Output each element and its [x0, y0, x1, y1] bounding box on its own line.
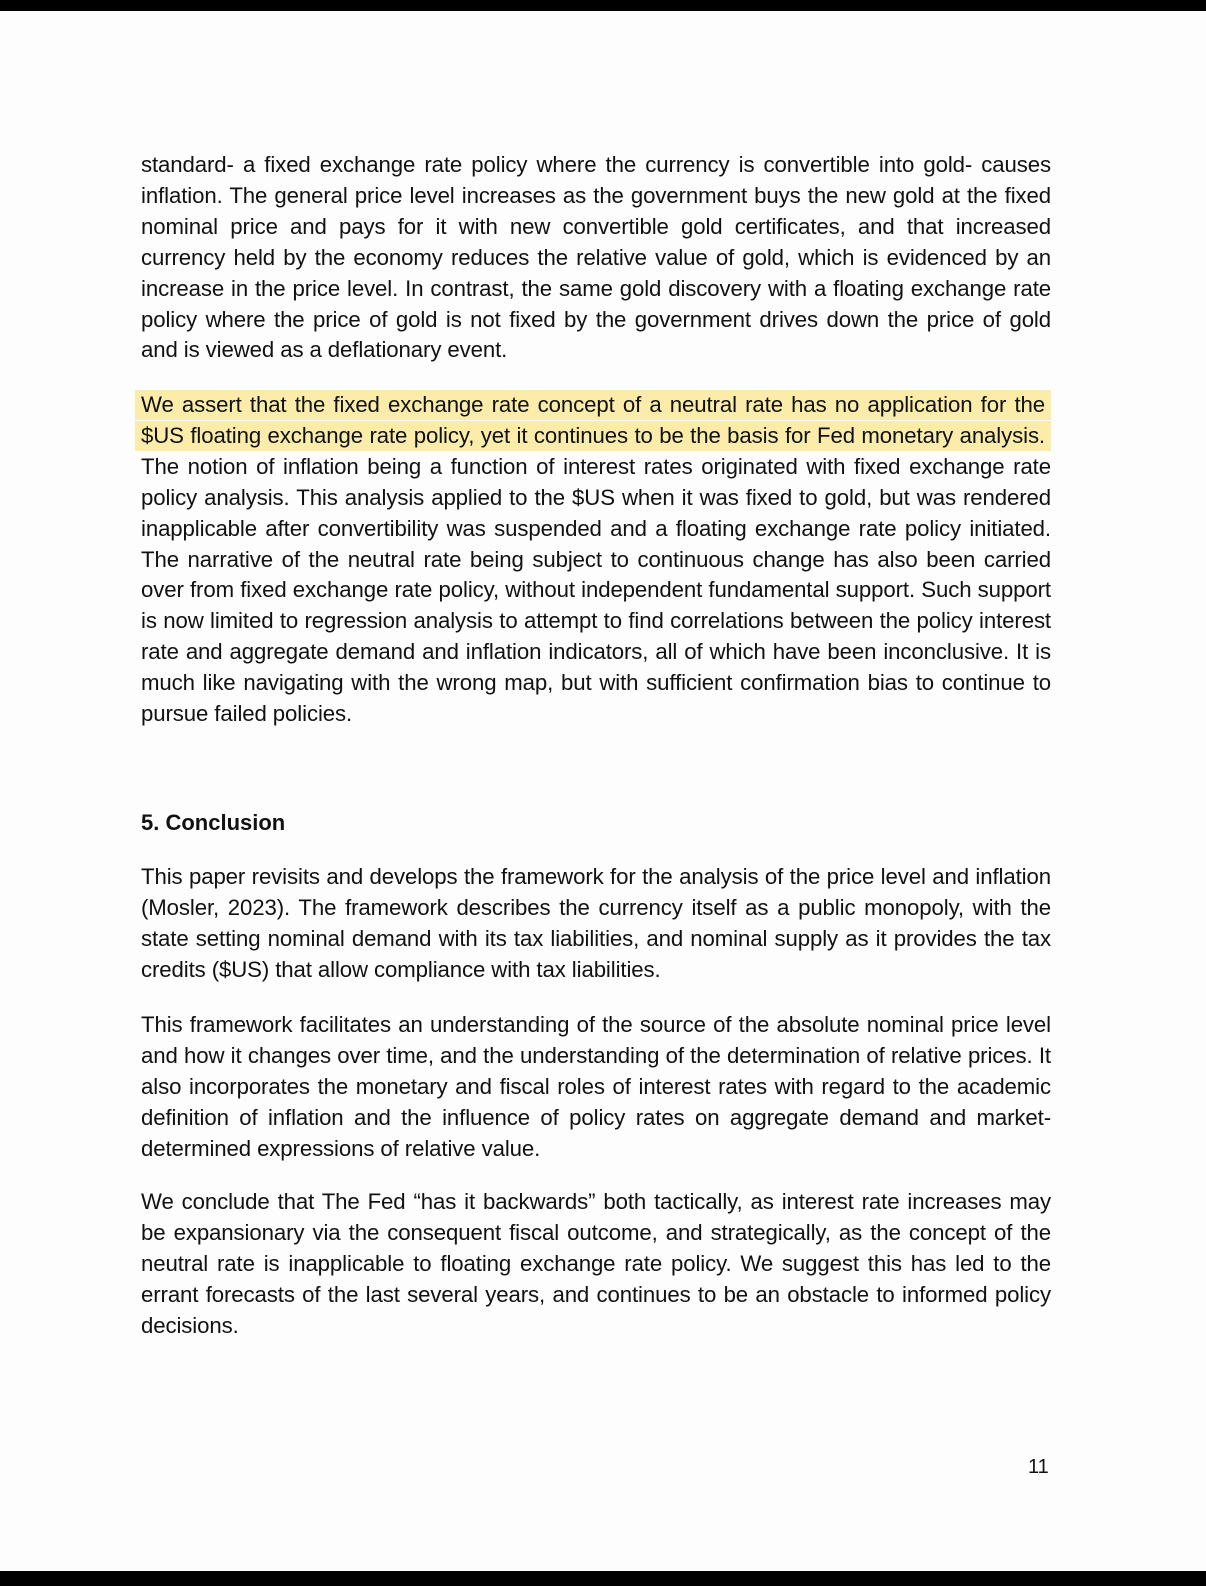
paragraph-gold-standard: standard- a fixed exchange rate policy where the currency is convertible into gold- causes inflation. The general price level increases as the government buys the new gold at the fixed nominal price and pays for it with new convertible gold certificates, and that increased currency held by the economy reduces the relative value of gold, which is evidenced by an increase in the price level. In contrast, the same gold discovery with a floating exchange rate policy where the price of gold is not fixed by the government drives down the price of gold and is viewed as a deflationary event.	[141, 152, 1051, 363]
top-black-bar	[0, 0, 1206, 11]
paragraph-neutral-rate	[141, 390, 1051, 730]
paragraph-conclusion-1: This paper revisits and develops the framework for the analysis of the price level and inflation (Mosler, 2023). The framework describes the currency itself as a public monopoly, with the state setting nominal demand with its tax liabilities, and nominal supply as it provides the tax credits ($US) that allow compliance with tax liabilities.	[141, 864, 1051, 982]
paragraph-conclusion-2: This framework facilitates an understanding of the source of the absolute nominal price level and how it changes over time, and the understanding of the determination of relative prices. It also incorporates the monetary and fiscal roles of interest rates with regard to the academic definition of inflation and the influence of policy rates on aggregate demand and market-determined expressions of relative value.	[141, 1012, 1051, 1161]
page-number: 11	[1028, 1456, 1049, 1478]
paragraph-conclusion-3: We conclude that The Fed “has it backwards” both tactically, as interest rate increases may be expansionary via the consequent fiscal outcome, and strategically, as the concept of the neutral rate is inapplicable to floating exchange rate policy. We suggest this has led to the errant forecasts of the last several years, and continues to be an obstacle to informed policy decisions.	[141, 1189, 1051, 1338]
section-heading-conclusion: 5. Conclusion	[141, 810, 286, 835]
bottom-black-bar	[0, 1571, 1206, 1586]
paragraph-neutral-rate-rest: The notion of inflation being a function of interest rates originated with fixed exchange rate policy analysis. This analysis applied to the $US when it was fixed to gold, but was rendered inapplicable after convertibility was suspended and a floating exchange rate policy initiated. The narrative of the neutral rate being subject to continuous change has also been carried over from fixed exchange rate policy, without independent fundamental support. Such support is now limited to regression analysis to attempt to find correlations between the policy interest rate and aggregate demand and inflation indicators, all of which have been inconclusive. It is much like navigating with the wrong map, but with sufficient confirmation bias to continue to pursue failed policies.	[141, 453, 1051, 727]
highlighted-text: We assert that the fixed exchange rate concept of a neutral rate has no application for the $US floating exchange rate policy, yet it continues to be the basis for Fed monetary analysis.	[135, 390, 1051, 451]
